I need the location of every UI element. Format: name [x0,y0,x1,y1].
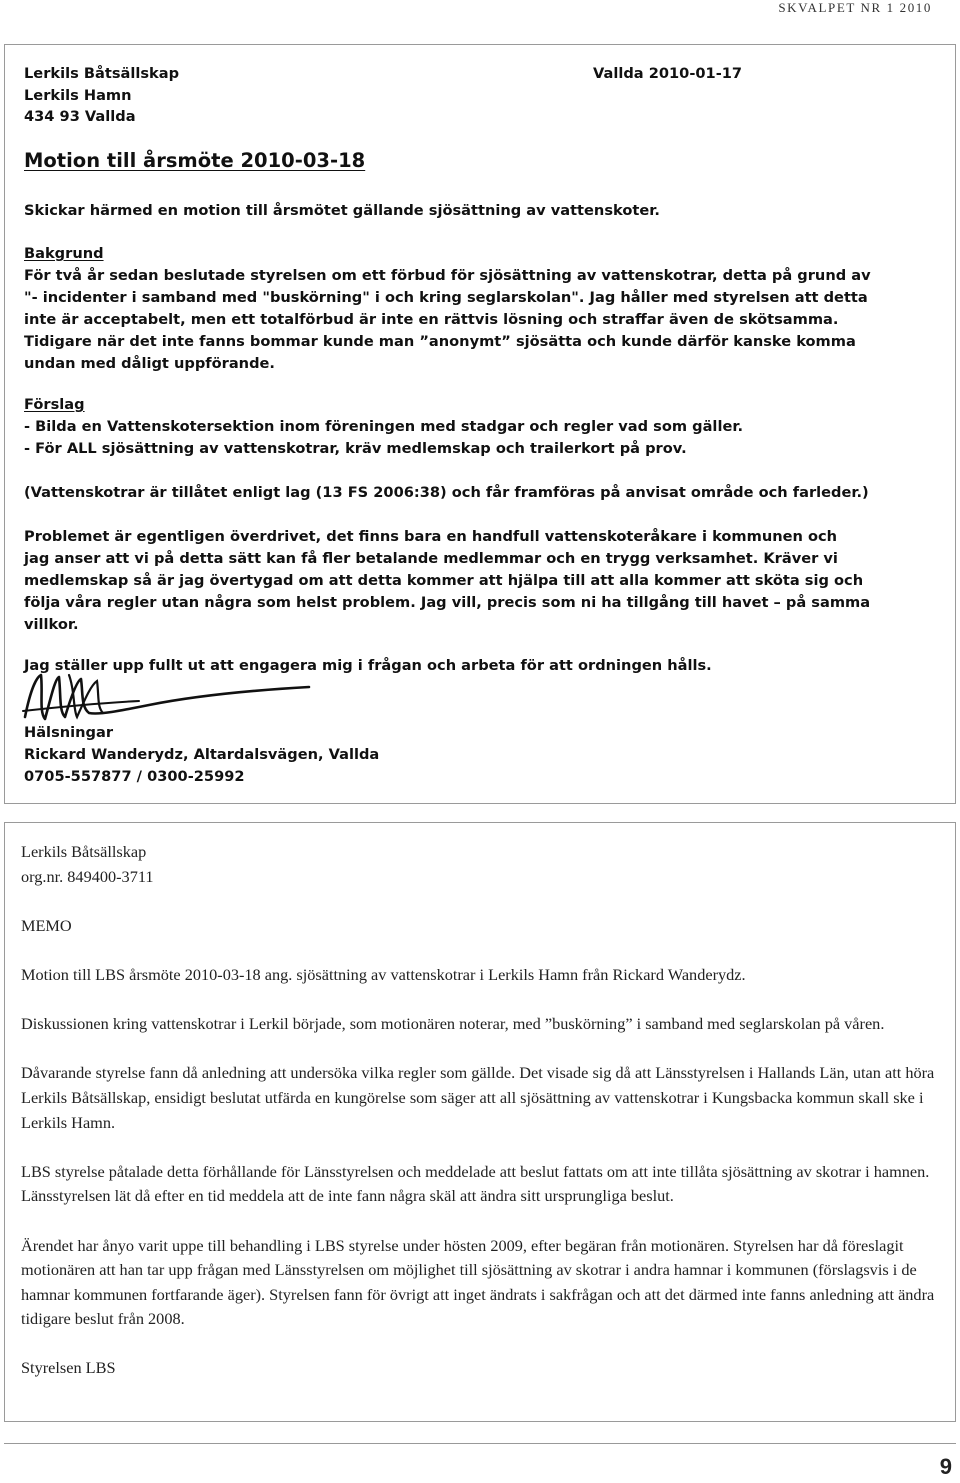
commitment: Jag ställer upp fullt ut att engagera mig i frågan och arbeta för att ordningen hålls. [24,657,712,674]
proposal-heading: Förslag [24,396,85,413]
problem-line: följa våra regler utan några som helst problem. Jag vill, precis som ni ha tillgång till havet – på samma [24,594,871,611]
phone: 0705-557877 / 0300-25992 [24,768,245,785]
memo-orgnr: org.nr. 849400-3711 [21,866,154,886]
memo-title: MEMO [21,915,72,935]
footer-rule [4,1443,956,1444]
problem-line: villkor. [24,616,79,633]
sender-address [24,63,179,128]
place-date: Vallda 2010-01-17 [593,65,743,82]
sender-line: 434 93 Vallda [24,108,136,125]
problem-line: jag anser att vi på detta sätt kan få fler betalande medlemmar och en trygg verksamhet. Kräver vi [24,550,838,567]
background-line: undan med dåligt uppförande. [24,355,275,372]
background-line: inte är acceptabelt, men ett totalförbud är inte en rättvis lösning och straffar även de skötsamma. [24,311,839,328]
scanned-letter [4,44,956,804]
proposal-line: - Bilda en Vattenskotersektion inom föreningen med stadgar och regler vad som gäller. [24,418,743,435]
memo-paragraph: Diskussionen kring vattenskotrar i Lerkil började, som motionären noterar, med ”buskörning” i samband med seglarskolan på våren. [21,1014,885,1034]
background-line: Tidigare när det inte fanns bommar kunde man ”anonymt” sjösätta och kunde därför kanske komma [24,333,856,350]
signer: Rickard Wanderydz, Altardalsvägen, Vallda [24,746,380,763]
memo-paragraph: Motion till LBS årsmöte 2010-03-18 ang. sjösättning av vattenskotrar i Lerkils Hamn från Rickard Wanderydz. [21,964,746,984]
letter-closing [24,722,379,788]
letter-intro: Skickar härmed en motion till årsmötet gällande sjösättning av vattenskoter. [24,202,660,219]
memo-paragraph: Dåvarande styrelse fann då anledning att undersöka vilka regler som gällde. Det visade sig då att Länsstyrelsen i Hallands Län, utan att höra Lerkils Båtsällskap, ensidigt beslutat utfärda en kungörelse som säger att all sjösättning av vattenskotrar i Kungsbacka kommun skall ske i Lerkils Hamn. [21,1063,935,1132]
sender-line: Lerkils Hamn [24,86,132,104]
problem-line: Problemet är egentligen överdrivet, det finns bara en handfull vattenskoteråkare i kommunen och [24,528,838,545]
proposal-line: - För ALL sjösättning av vattenskotrar, kräv medlemskap och trailerkort på prov. [24,440,687,457]
running-header: SKVALPET NR 1 2010 [778,0,932,15]
problem-line: medlemskap så är jag övertygad om att detta kommer att hjälpa till att alla kommer att sköta sig och [24,572,864,589]
background-line: "- incidenter i samband med "buskörning" i och kring seglarskolan". Jag håller med styrelsen att detta [24,289,868,306]
handwritten-signature [19,667,319,727]
memo-paragraph: Ärendet har ånyo varit uppe till behandling i LBS styrelse under hösten 2009, efter begäran från motionären. Styrelsen har då föreslagit motionären att han tar upp frågan med Länsstyrelsen om möjlighet till sjösättning av skotrar i andra hamnar i kommunen (förslagsvis i de hamnar kommunen fortfarande äger). Styrelsen fann för övrigt att inget ändrats i sakfrågan och att det därmed inte fanns anledning att ändra tidigare beslut från 2008. [21,1235,935,1329]
background-line: För två år sedan beslutade styrelsen om ett förbud för sjösättning av vattenskotrar, detta på grund av [24,267,871,284]
background-section [24,243,871,375]
memo-body [21,840,946,1381]
memo-sign-off: Styrelsen LBS [21,1358,116,1378]
greeting: Hälsningar [24,724,114,741]
background-heading: Bakgrund [24,245,104,262]
sender-line: Lerkils Båtsällskap [24,65,180,82]
problem-section [24,526,870,636]
law-note: (Vattenskotrar är tillåtet enligt lag (13 FS 2006:38) och får framföras på anvisat område och farleder.) [24,484,869,501]
proposal-section [24,394,743,460]
page-number: 9 [939,1454,952,1479]
memo-box [4,822,956,1422]
letter-subject: Motion till årsmöte 2010-03-18 [24,149,366,172]
memo-org: Lerkils Båtsällskap [21,842,147,861]
memo-paragraph: LBS styrelse påtalade detta förhållande för Länsstyrelsen och meddelade att beslut fattats om att inte tillåta sjösättning av skotrar i hamnen. Länsstyrelsen lät då efter en tid meddela att de inte fann några skäl att ändra sitt ursprungliga beslut. [21,1161,930,1206]
